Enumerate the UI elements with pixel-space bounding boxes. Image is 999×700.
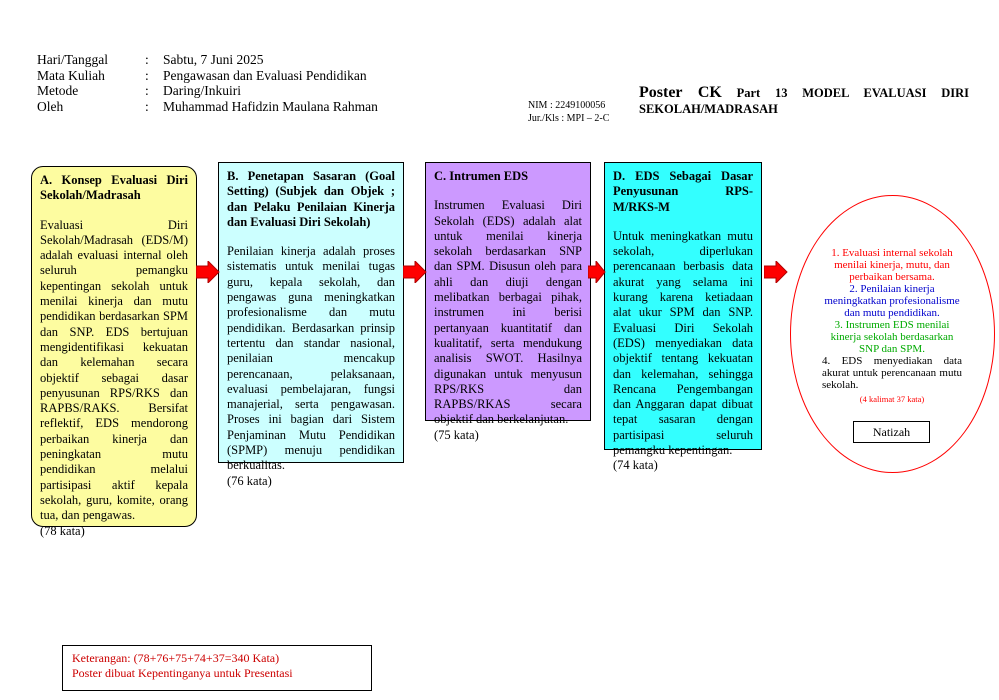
- concept-heading: A. Konsep Evaluasi Diri Sekolah/Madrasah: [40, 173, 188, 203]
- student-id-block: [528, 99, 609, 125]
- header-row-method: [37, 83, 378, 99]
- right-arrow-icon: [196, 261, 220, 283]
- student-nim: NIM : 2249100056: [528, 100, 606, 111]
- footer-note-line-1: Keterangan: (78+76+75+74+37=340 Kata): [72, 651, 280, 665]
- header-row-author: [37, 99, 378, 115]
- header-key: Oleh: [37, 98, 64, 114]
- planning-body: Untuk meningkatkan mutu sekolah, diperlukan perencanaan berbasis data akurat yang selama ini kurang karena ketiadaan alat ukur SPM dan SNP. Evaluasi Diri Sekolah (EDS) menyediakan data objektif tentang kekuatan dan kelemahan, sehingga Rencana Pengembangan dan Anggaran dapat dibuat tepat sasaran dengan partisipasi seluruh pemangku kepentingan.: [613, 228, 753, 458]
- header-key: Mata Kuliah: [37, 67, 105, 83]
- instrument-box: [425, 162, 591, 442]
- planning-box: [604, 162, 762, 473]
- planning-heading: D. EDS Sebagai Dasar Penyusunan RPS-M/RKS-M: [613, 169, 753, 214]
- header-value: Pengawasan dan Evaluasi Pendidikan: [163, 67, 367, 83]
- goal-setting-word-count: (76 kata): [227, 473, 272, 488]
- header-row-course: [37, 68, 378, 84]
- conclusion-item-4: 4. EDS menyediakan data akurat untuk perencanaan mutu sekolah.: [822, 355, 962, 391]
- header-colon: :: [145, 52, 149, 67]
- poster-title-sub: Part 13 MODEL EVALUASI DIRI SEKOLAH/MADRASAH: [639, 86, 970, 116]
- header-value: Sabtu, 7 Juni 2025: [163, 52, 264, 67]
- footer-note: [62, 645, 372, 691]
- conclusion-item-2: 2. Penilaian kinerja meningkatkan profesionalisme dan mutu pendidikan.: [824, 283, 960, 319]
- poster-title: [639, 85, 969, 117]
- footer-note-line-2: Poster dibuat Kepentinganya untuk Presentasi: [72, 666, 293, 680]
- header-value: Daring/Inkuiri: [163, 83, 241, 98]
- poster-title-main: Poster CK: [639, 84, 722, 101]
- right-arrow-icon: [764, 261, 788, 283]
- goal-setting-heading: B. Penetapan Sasaran (Goal Setting) (Subjek dan Objek ; dan Pelaku Penilaian Kinerja dan Evaluasi Diri Sekolah): [227, 169, 395, 229]
- header-colon: :: [145, 67, 149, 83]
- planning-word-count: (74 kata): [613, 458, 658, 473]
- conclusion-item-1: 1. Evaluasi internal sekolah menilai kinerja, mutu, dan perbaikan bersama.: [831, 247, 953, 283]
- header-key: Hari/Tanggal: [37, 52, 109, 67]
- goal-setting-body: Penilaian kinerja adalah proses sistematis untuk menilai tugas guru, kepala sekolah, dan pengawas guna meningkatkan profesionalisme dan mutu pendidikan. Berdasarkan prinsip tertentu dan standar nasional, penilaian mencakup perencanaan, pelaksanaan, evaluasi pembelajaran, fungsi manajerial, serta pengawasan. Proses ini bagian dari Sistem Penjaminan Mutu Pendidikan (SPMP) menuju pendidikan berkualitas.: [227, 244, 395, 473]
- instrument-heading: C. Intrumen EDS: [434, 169, 529, 183]
- header-value: Muhammad Hafidzin Maulana Rahman: [163, 98, 378, 114]
- concept-word-count: (78 kata): [40, 523, 85, 538]
- concept-box: [31, 166, 197, 538]
- conclusion-item-3: 3. Instrumen EDS menilai kinerja sekolah berdasarkan SNP dan SPM.: [830, 319, 954, 355]
- conclusion-text: [822, 247, 962, 405]
- conclusion-word-count: (4 kalimat 37 kata): [859, 394, 925, 404]
- instrument-body: Instrumen Evaluasi Diri Sekolah (EDS) adalah alat untuk menilai kinerja sekolah berdasarkan SNP dan SPM. Disusun oleh para ahli dan diuji dengan melibatkan berbagai pihak, instrumen ini berisi pertanyaan kuantitatif dan kualitatif, serta mendukung analisis SWOT. Hasilnya digunakan untuk menyusun RPS/RKS dan RAPBS/RKAS secara objektif dan berkelanjutan.: [434, 198, 582, 427]
- header-key: Metode: [37, 83, 79, 98]
- instrument-word-count: (75 kata): [434, 427, 479, 442]
- concept-body: Evaluasi Diri Sekolah/Madrasah (EDS/M) adalah evaluasi internal oleh seluruh pemangku kepentingan sekolah untuk menilai kinerja dan mutu pendidikan berdasarkan SPM dan SNP. EDS bertujuan mengidentifikasi kekuatan dan kelemahan secara objektif sebagai dasar penyusunan RPS/RKS dan RAPBS/RAKS. Bersifat reflektif, EDS mendorong perbaikan kinerja dan peningkatan mutu pendidikan melalui partisipasi aktif kepala sekolah, guru, komite, orang tua, dan pengawas.: [40, 217, 188, 523]
- header-colon: :: [145, 83, 149, 98]
- right-arrow-icon: [403, 261, 427, 283]
- header-info: [37, 52, 378, 114]
- conclusion-label: Natizah: [853, 421, 930, 443]
- header-row-date: [37, 52, 378, 68]
- goal-setting-box: [218, 162, 404, 488]
- right-arrow-icon: [588, 261, 606, 283]
- header-colon: :: [145, 98, 149, 114]
- student-class: Jur./Kls : MPI – 2-C: [528, 113, 610, 124]
